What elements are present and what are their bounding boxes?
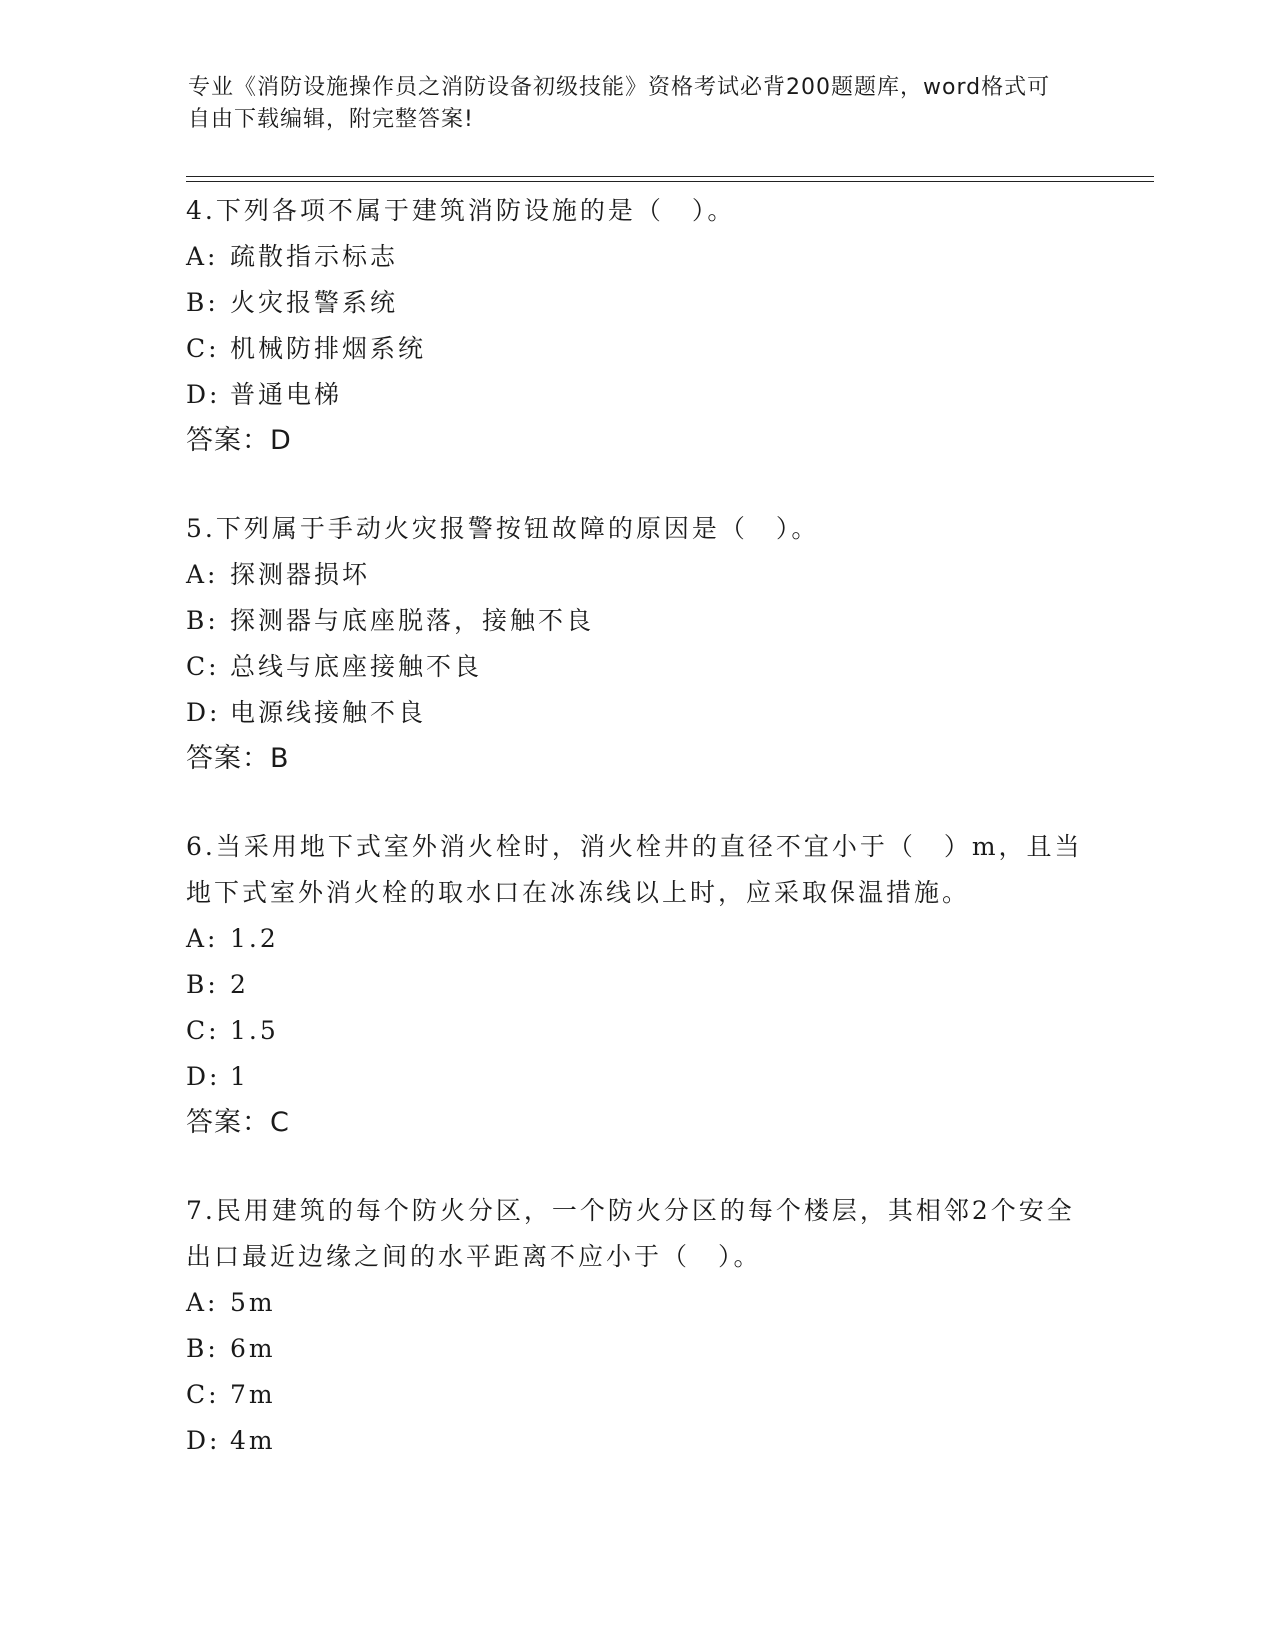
option-b bbox=[186, 280, 1086, 326]
question-5 bbox=[186, 506, 1086, 782]
option-text: 探测器损坏 bbox=[230, 560, 371, 589]
option-text: 7m bbox=[230, 1380, 276, 1409]
option-letter: B: bbox=[186, 288, 219, 317]
option-text: 普通电梯 bbox=[230, 380, 343, 409]
option-letter: B: bbox=[186, 606, 219, 635]
option-letter: C: bbox=[186, 652, 220, 681]
answer-line: 答案：D bbox=[186, 425, 292, 456]
option-letter: C: bbox=[186, 1016, 220, 1045]
question-4 bbox=[186, 188, 1086, 464]
option-b bbox=[186, 962, 1086, 1008]
option-d bbox=[186, 690, 1086, 736]
option-text: 1.5 bbox=[230, 1016, 279, 1045]
option-letter: C: bbox=[186, 334, 220, 363]
question-6 bbox=[186, 824, 1086, 1146]
option-b bbox=[186, 1326, 1086, 1372]
option-text: 1.2 bbox=[230, 924, 279, 953]
document-header: 专业《消防设施操作员之消防设备初级技能》资格考试必背200题题库，word格式可自由下载编辑，附完整答案! bbox=[188, 75, 1051, 132]
option-letter: C: bbox=[186, 1380, 220, 1409]
option-c bbox=[186, 326, 1086, 372]
question-7 bbox=[186, 1188, 1086, 1464]
option-c bbox=[186, 644, 1086, 690]
option-letter: D: bbox=[186, 380, 221, 409]
option-c bbox=[186, 1372, 1086, 1418]
option-d bbox=[186, 1054, 1086, 1100]
option-letter: A: bbox=[186, 924, 219, 953]
question-stem: 7.民用建筑的每个防火分区，一个防火分区的每个楼层，其相邻2个安全出口最近边缘之间的水平距离不应小于（ ）。 bbox=[186, 1196, 1075, 1271]
option-text: 电源线接触不良 bbox=[230, 698, 427, 727]
option-letter: D: bbox=[186, 1062, 221, 1091]
option-a bbox=[186, 916, 1086, 962]
answer-line: 答案：C bbox=[186, 1107, 290, 1138]
option-letter: A: bbox=[186, 242, 219, 271]
option-letter: B: bbox=[186, 970, 219, 999]
option-letter: D: bbox=[186, 1426, 221, 1455]
option-text: 机械防排烟系统 bbox=[230, 334, 427, 363]
option-text: 6m bbox=[230, 1334, 276, 1363]
option-letter: D: bbox=[186, 698, 221, 727]
option-d bbox=[186, 1418, 1086, 1464]
option-letter: A: bbox=[186, 560, 219, 589]
option-a bbox=[186, 234, 1086, 280]
question-stem: 6.当采用地下式室外消火栓时，消火栓井的直径不宜小于（ ）m，且当地下式室外消火栓的取水口在冰冻线以上时，应采取保温措施。 bbox=[186, 832, 1083, 907]
header-divider-top bbox=[186, 176, 1154, 177]
option-text: 5m bbox=[230, 1288, 276, 1317]
option-text: 疏散指示标志 bbox=[230, 242, 399, 271]
option-letter: B: bbox=[186, 1334, 219, 1363]
option-text: 4m bbox=[230, 1426, 276, 1455]
answer-line: 答案：B bbox=[186, 743, 290, 774]
option-c bbox=[186, 1008, 1086, 1054]
option-d bbox=[186, 372, 1086, 418]
option-a bbox=[186, 552, 1086, 598]
option-text: 火灾报警系统 bbox=[230, 288, 399, 317]
option-text: 1 bbox=[230, 1062, 249, 1091]
option-a bbox=[186, 1280, 1086, 1326]
option-text: 探测器与底座脱落，接触不良 bbox=[230, 606, 595, 635]
question-stem: 4.下列各项不属于建筑消防设施的是（ ）。 bbox=[186, 196, 736, 225]
option-b bbox=[186, 598, 1086, 644]
question-stem: 5.下列属于手动火灾报警按钮故障的原因是（ ）。 bbox=[186, 514, 820, 543]
option-letter: A: bbox=[186, 1288, 219, 1317]
header-divider-bottom bbox=[186, 181, 1154, 182]
option-text: 总线与底座接触不良 bbox=[230, 652, 483, 681]
option-text: 2 bbox=[230, 970, 249, 999]
